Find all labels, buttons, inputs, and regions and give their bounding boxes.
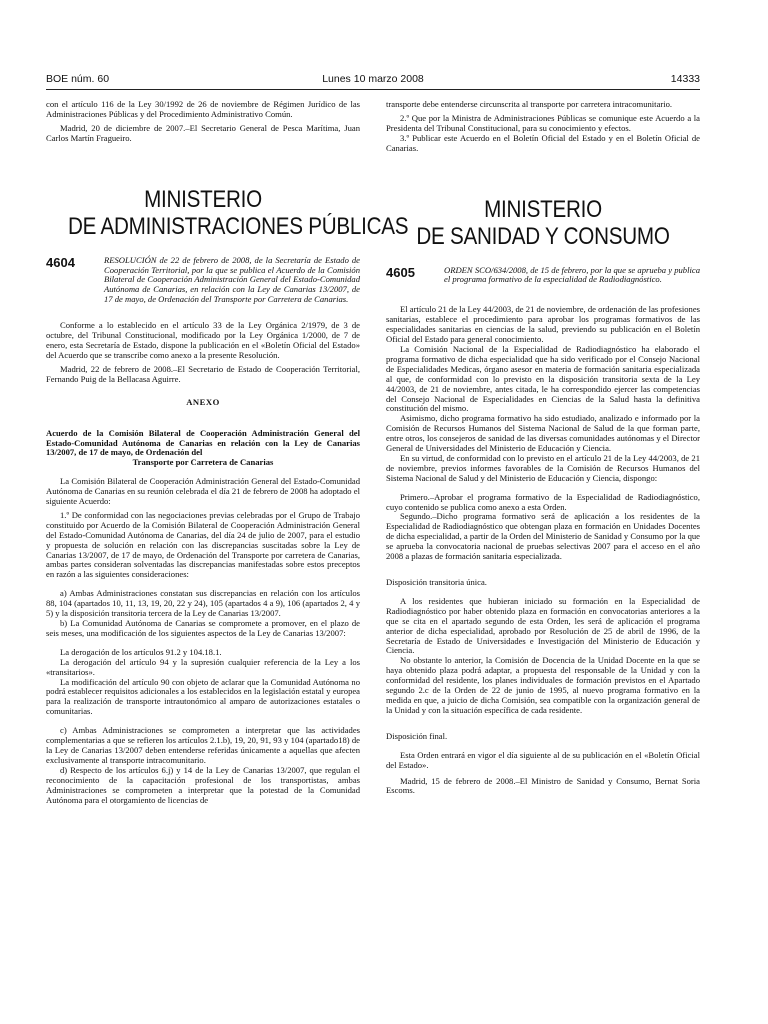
- anexo-title: ANEXO: [186, 396, 220, 407]
- ministry-line-1: MINISTERIO: [484, 195, 602, 223]
- continuation-paragraph: con el artículo 116 de la Ley 30/1992 de 26 de noviembre de Régimen Jurídico de las Administraciones Públicas y del Procedimiento Administrativo Común.: [46, 99, 360, 119]
- agreement-paragraph: d) Respecto de los artículos 6.j) y 14 de la Ley de Canarias 13/2007, que regulan el reconocimiento de la capacitación profesional de los transportistas, ambas Administraciones se comprometen a interpretar que la potestad de la Comunidad Autónoma para el otorgamiento de licencias de: [46, 764, 360, 805]
- right-column: [386, 100, 700, 796]
- gazette-issue: BOE núm. 60: [46, 73, 110, 85]
- body-paragraph: La Comisión Nacional de la Especialidad de Radiodiagnóstico ha elaborado el programa formativo de dicha especialidad que ha sido verificado por el Consejo Nacional de Especialidades Medicas, órgano asesor en materia de formación sanitaria especializada al que, de conformidad con lo previsto en la disposición transitoria sexta de la Ley 44/2003, de 21 de noviembre, antes citada, le ha correspondido ejercer las competencias del Consejo Nacional de Especialidades en Ciencias de la Salud hasta la definitiva constitución del mismo.: [386, 343, 700, 414]
- ministry-heading-admin: [46, 185, 409, 240]
- header-rule: [46, 89, 700, 90]
- agreement-paragraph: La modificación del artículo 90 con objeto de aclarar que la Comunidad Autónoma no podrá establecer requisitos adicionales a los establecidos en la legislación estatal y europea para la realización de transporte intrautonómico al amparo de autorizaciones estatales o comunitarias.: [46, 676, 360, 717]
- ministry-line-1: MINISTERIO: [144, 185, 262, 213]
- entry-summary: ORDEN SCO/634/2008, de 15 de febrero, por la que se aprueba y publica el programa formativo de la especialidad de Radiodiagnóstico.: [444, 264, 700, 285]
- signature-paragraph: Madrid, 20 de diciembre de 2007.–El Secretario General de Pesca Marítima, Juan Carlos Martín Fragueiro.: [46, 122, 360, 143]
- agreement-paragraph: a) Ambas Administraciones constatan sus discrepancias en relación con los artículos 88, 104 (apartados 10, 11, 13, 19, 20, 22 y 24), 105 (apartados 4 a 9), 106 (apartados 2, 4 y 5) y la disposición transitoria tercera de la Ley de Canarias 13/2007.: [46, 588, 360, 619]
- body-paragraph: Asimismo, dicho programa formativo ha sido estudiado, analizado e informado por la Comisión de Recursos Humanos del Sistema Nacional de Salud de la que forman parte, entre otros, los consejeros de sanidad de las diversas comunidades autónomas y el Director General de Universidades del Ministerio de Educación y Ciencia.: [386, 413, 700, 454]
- agreement-paragraph: b) La Comunidad Autónoma de Canarias se compromete a promover, en el plazo de seis meses, una modificación de los siguientes aspectos de la Ley de Canarias 13/2007:: [46, 618, 360, 638]
- ministry-heading-health: [386, 196, 700, 250]
- entry-4605: [386, 266, 700, 286]
- final-paragraph: Esta Orden entrará en vigor el día siguiente al de su publicación en el «Boletín Oficial del Estado».: [386, 749, 700, 770]
- transitional-paragraph: No obstante lo anterior, la Comisión de Docencia de la Unidad Docente en la que se haya obtenido plaza podrá adaptar, a propuesta del responsable de la Unidad y con la conformidad del residente, los planes individuales de formación previstos en el Apartado segundo 2.c de la Orden de 22 de junio de 1995, al nuevo programa formativo en la medida en que, a juicio de dicha Comisión, sea compatible con la organización general de la Unidad y con la situación específica de cada residente.: [386, 655, 700, 715]
- page-header: [46, 73, 700, 89]
- body-paragraph: Segundo.–Dicho programa formativo será de aplicación a los residentes de la Especialidad de Radiodiagnóstico que obtengan plaza en formación en Unidades Docentes de dicha especialidad, a partir de la Orden del Ministerio de Sanidad y Consumo por la que se aprueba la convocatoria nacional de pruebas selectivas 2007 para el acceso en el año 2008 a plazas de formación sanitaria especializada.: [386, 511, 700, 562]
- agreement-paragraph: 1.º De conformidad con las negociaciones previas celebradas por el Grupo de Trabajo constituido por Acuerdo de la Comisión Bilateral de Cooperación Administración General del Estado-Comunidad Autónoma de Canarias, del día 24 de julio de 2007, para el estudio y propuesta de solución en relación con las discrepancias suscitadas sobre la Ley de Canarias 13/2007, de 17 de mayo, de Ordenación del Transporte por carretera de Canarias, ambas partes consideran solventadas las discrepancias manifestadas sobre estos preceptos en razón a las siguientes consideraciones:: [46, 509, 360, 580]
- agreement-paragraph: c) Ambas Administraciones se comprometen a interpretar que las actividades complementarias a que se refieren los artículos 2.1.b), 19, 20, 91, 93 y 104 (apartado18) de la Ley de Canarias 13/2007 deben entenderse referidas únicamente a aquellas que afecten exclusivamente al transporte intracomunitario.: [46, 725, 360, 765]
- ministry-line-2: DE SANIDAD Y CONSUMO: [416, 222, 670, 250]
- agreement-point: 3.º Publicar este Acuerdo en el Boletín Oficial del Estado y en el Boletín Oficial de Canarias.: [386, 132, 700, 153]
- agreement-paragraph: La Comisión Bilateral de Cooperación Administración General del Estado-Comunidad Autónoma de Canarias en su reunión celebrada el día 21 de febrero de 2008 ha adoptado el siguiente Acuerdo:: [46, 476, 360, 507]
- agreement-title-last-line: Transporte por Carretera de Canarias: [132, 457, 274, 468]
- transitional-paragraph: A los residentes que hubieran iniciado su formación en la Especialidad de Radiodiagnóstico por haber obtenido plaza en formación en convocatorias anteriores a la que se cita en el apartado segundo de esta Orden, les será de aplicación el programa anterior de dicha especialidad, aprobado por Resolución de 25 de abril de 1996, de la Secretaría de Estado de Universidades e Investigación del Ministerio de Educación y Ciencia.: [386, 595, 700, 656]
- body-paragraph: El artículo 21 de la Ley 44/2003, de 21 de noviembre, de ordenación de las profesiones sanitarias, establece el procedimiento para aprobar los programas formativos de las especialidades sanitarias en ciencias de la salud, previendo su publicación en el Boletín Oficial del Estado para general conocimiento.: [386, 304, 700, 345]
- agreement-paragraph: La derogación del artículo 94 y la supresión cualquier referencia de la Ley a los «transitarios».: [46, 656, 360, 677]
- signature-paragraph: Madrid, 22 de febrero de 2008.–El Secretario de Estado de Cooperación Territorial, Fernando Puig de la Bellacasa Aguirre.: [46, 363, 360, 384]
- agreement-title: [46, 429, 360, 469]
- body-paragraph: Primero.–Aprobar el programa formativo de la Especialidad de Radiodiagnóstico, cuyo contenido se publica como anexo a esta Orden.: [386, 491, 700, 512]
- body-paragraph: Conforme a lo establecido en el artículo 33 de la Ley Orgánica 2/1979, de 3 de octubre, del Tribunal Constitucional, modificado por la Ley Orgánica 1/2000, de 7 de enero, esta Secretaría de Estado, dispone la publicación en el «Boletín Oficial del Estado» del Acuerdo que se transcribe como anexo a la presente Resolución.: [46, 320, 360, 360]
- agreement-point: 2.º Que por la Ministra de Administraciones Públicas se comunique este Acuerdo a la Presidenta del Tribunal Constitucional, para su conocimiento y efectos.: [386, 112, 700, 133]
- body-paragraph: En su virtud, de conformidad con lo previsto en el artículo 21 de la Ley 44/2003, de 21 de noviembre, previos informes favorables de la Comisión de Recursos Humanos del Sistema Nacional de Salud y del Ministerio de Educación y Ciencia, dispongo:: [386, 452, 700, 483]
- continuation-paragraph: transporte debe entenderse circunscrita al transporte por carretera intracomunitario.: [386, 99, 673, 109]
- ministry-line-2: DE ADMINISTRACIONES PÚBLICAS: [67, 212, 409, 240]
- agreement-title-text: Acuerdo de la Comisión Bilateral de Cooperación Administración General del Estado-Comunidad Autónoma de Canarias en relación con la Ley de Canarias 13/2007, de 17 de mayo, de Ordenación del: [46, 427, 360, 458]
- entry-summary: RESOLUCIÓN de 22 de febrero de 2008, de la Secretaría de Estado de Cooperación Territorial, por la que se publica el Acuerdo de la Comisión Bilateral de Cooperación Administración General del Estado-Comunidad Autónoma de Canarias, en relación con la Ley de Canarias 13/2007, de 17 de mayo, de Ordenación del Transporte por Carretera de Canarias.: [104, 254, 360, 305]
- agreement-paragraph: La derogación de los artículos 91.2 y 104.18.1.: [60, 646, 222, 657]
- entry-4604: [46, 256, 360, 306]
- final-provision-title: Disposición final.: [386, 730, 448, 741]
- page-number: 14333: [670, 73, 700, 85]
- transitional-provision-title: Disposición transitoria única.: [386, 577, 487, 587]
- publication-date: Lunes 10 marzo 2008: [322, 73, 424, 85]
- signature-paragraph: Madrid, 15 de febrero de 2008.–El Ministro de Sanidad y Consumo, Bernat Soria Escoms.: [386, 775, 700, 796]
- entry-number: 4605: [386, 264, 415, 280]
- entry-number: 4604: [46, 254, 75, 270]
